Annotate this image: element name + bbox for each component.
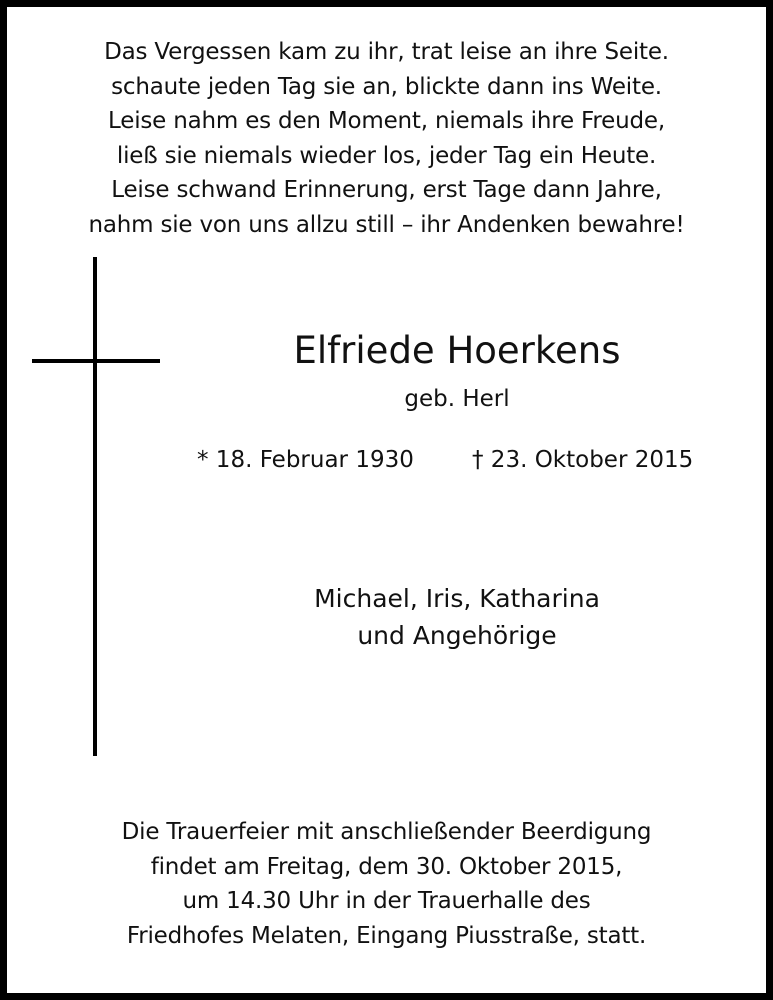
funeral-info [7, 815, 766, 953]
maiden-name: geb. Herl [404, 386, 510, 412]
birth-date: * 18. Februar 1930 [197, 447, 414, 473]
mourners-line: und Angehörige [357, 621, 557, 650]
cross-vertical-bar [93, 257, 97, 756]
funeral-line: findet am Freitag, dem 30. Oktober 2015, [150, 853, 623, 880]
memorial-poem [7, 35, 766, 242]
mourners-line: Michael, Iris, Katharina [314, 584, 600, 613]
mourners [157, 580, 757, 654]
poem-line: Das Vergessen kam zu ihr, trat leise an ihre Seite. [104, 39, 669, 65]
poem-line: Leise schwand Erinnerung, erst Tage dann Jahre, [111, 177, 662, 203]
death-date: † 23. Oktober 2015 [472, 447, 694, 473]
funeral-line: um 14.30 Uhr in der Trauerhalle des [182, 888, 591, 914]
poem-line: nahm sie von uns allzu still – ihr Andenken bewahre! [88, 211, 685, 238]
funeral-line: Die Trauerfeier mit anschließender Beerdigung [121, 819, 652, 845]
deceased-name: Elfriede Hoerkens [293, 329, 621, 372]
poem-line: schaute jeden Tag sie an, blickte dann ins Weite. [111, 73, 662, 100]
poem-line: ließ sie niemals wieder los, jeder Tag ein Heute. [116, 142, 657, 169]
cross-horizontal-bar [32, 359, 160, 363]
poem-line: Leise nahm es den Moment, niemals ihre Freude, [108, 108, 665, 134]
funeral-line: Friedhofes Melaten, Eingang Piusstraße, statt. [126, 922, 647, 949]
